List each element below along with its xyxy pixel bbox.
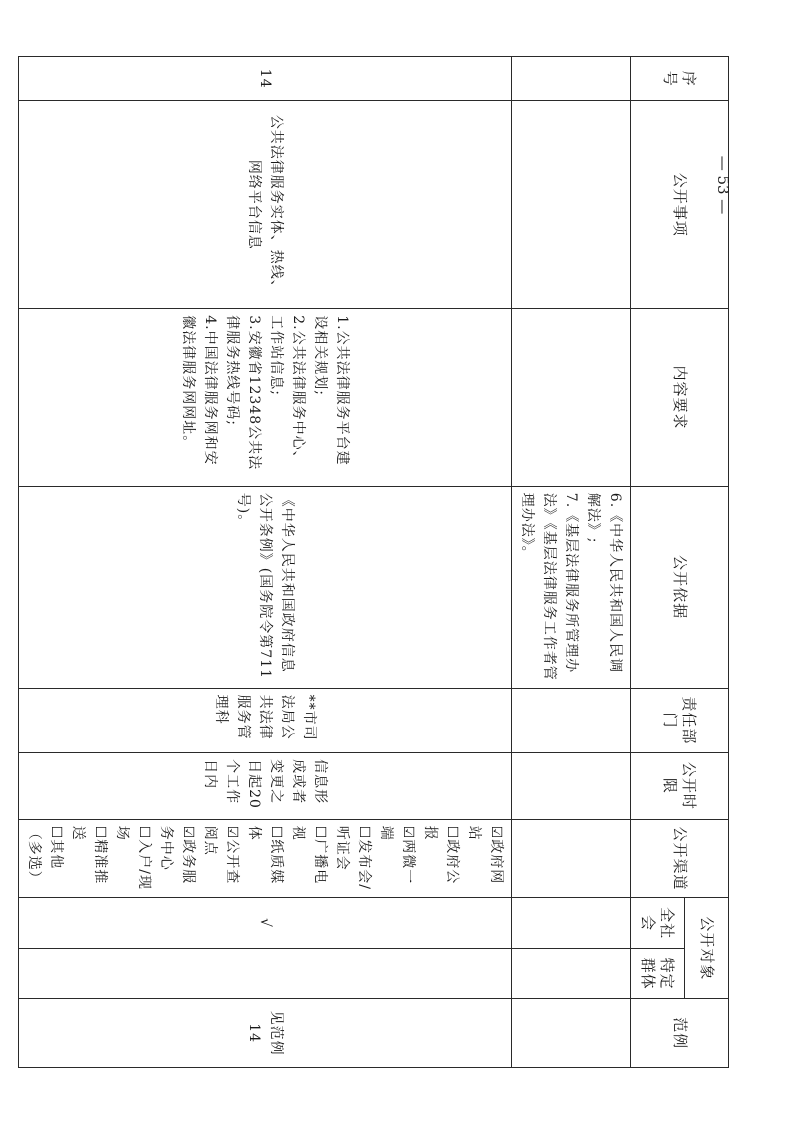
cell-basis: 《中华人民共和国政府信息公开条例》(国务院令第711号)。 bbox=[19, 486, 512, 688]
header-audience-specific: 特定群体 bbox=[631, 948, 685, 998]
cell-audience-specific bbox=[19, 948, 512, 998]
cell-audience-all: √ bbox=[19, 898, 512, 948]
cell-time-limit: 信息形成或者变更之日起20个工作日内 bbox=[19, 753, 512, 820]
cell-basis-continued: 6.《中华人民共和国人民调解法》; 7.《基层法律服务所管理办法》《基层法律服务工作者管理办法》。 bbox=[512, 486, 631, 688]
header-channel: 公开渠道 bbox=[631, 819, 729, 898]
header-audience: 公开对象 bbox=[685, 898, 729, 999]
cell-item: 公共法律服务实体、热线、网络平台信息 bbox=[19, 101, 512, 309]
page-number: — 53 — bbox=[714, 155, 732, 215]
header-content: 内容要求 bbox=[631, 309, 729, 487]
header-basis: 公开依据 bbox=[631, 486, 729, 688]
cell-content: 1.公共法律服务平台建设相关规划; 2.公共法律服务中心、工作站信息; 3.安徽省12348公共法律服务热线号码; 4.中国法律服务网和安徽法律服务网网址。 bbox=[19, 309, 512, 487]
table-row-continued bbox=[512, 57, 631, 1068]
cell-seq: 14 bbox=[19, 57, 512, 101]
header-dept: 责任部门 bbox=[631, 688, 729, 753]
header-time-limit: 公开时限 bbox=[631, 753, 729, 820]
cell-channel: ☑政府网站 ☐政府公报 ☑两微一端 ☐发布会/听证会 ☐广播电视 ☐纸质媒体 ☑公开查阅点 ☑政务服务中心 ☐入户/现场 ☐精准推送 ☐其他 （多选） bbox=[19, 819, 512, 898]
cell-example: 见范例14 bbox=[19, 999, 512, 1068]
header-item: 公开事项 bbox=[631, 101, 729, 309]
cell-dept: **市司法局公共法律服务管理科 bbox=[19, 688, 512, 753]
table-row-14 bbox=[19, 57, 512, 1068]
header-example: 范例 bbox=[631, 999, 729, 1068]
example-column bbox=[105, 56, 173, 1068]
rotated-page bbox=[26, 56, 729, 1068]
header-seq: 序号 bbox=[631, 57, 729, 101]
header-audience-all: 全社会 bbox=[631, 898, 685, 948]
